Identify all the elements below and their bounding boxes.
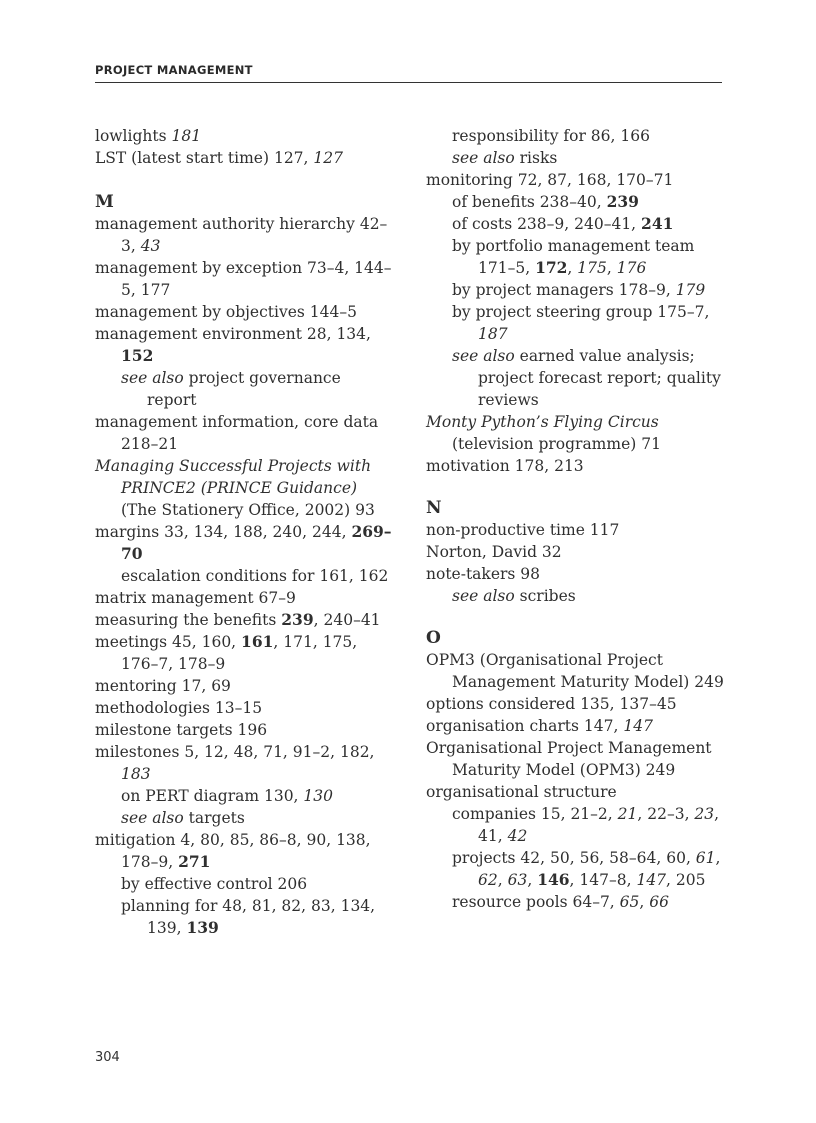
index-subentry xyxy=(426,585,726,607)
index-entry xyxy=(426,693,726,715)
index-text: 239 xyxy=(606,192,639,211)
index-text: O xyxy=(426,628,441,648)
index-entry xyxy=(95,125,395,147)
index-entry xyxy=(95,213,395,257)
index-entry xyxy=(426,169,726,191)
index-text: 181 xyxy=(171,127,202,145)
index-text: 176 xyxy=(616,259,647,277)
index-entry xyxy=(95,301,395,323)
index-entry xyxy=(95,697,395,719)
index-text: targets xyxy=(183,809,245,827)
index-subentry xyxy=(95,565,395,587)
index-text: 179 xyxy=(675,281,706,299)
index-text: 175 xyxy=(577,259,607,277)
index-text: non-productive time 117 xyxy=(426,521,620,539)
index-text: OPM3 (Organisational Project Management Maturity Model) 249 xyxy=(426,651,724,691)
index-text: see also xyxy=(121,809,184,827)
index-subentry xyxy=(426,301,726,345)
index-text: milestones 5, 12, 48, 71, 91–2, 182, xyxy=(95,743,375,761)
index-text: 23 xyxy=(694,805,715,823)
index-entry xyxy=(95,675,395,697)
index-text: lowlights xyxy=(95,127,172,145)
index-text: 21 xyxy=(617,805,638,823)
index-text: 62 xyxy=(478,871,498,889)
index-subentry xyxy=(426,345,726,411)
index-text: , 240–41 xyxy=(313,611,381,629)
header-rule xyxy=(95,82,722,83)
index-text: risks xyxy=(514,149,558,167)
index-text: , 147–8, xyxy=(569,871,637,889)
index-text: 65 xyxy=(619,893,640,911)
index-subentry xyxy=(426,125,726,147)
index-text: 61 xyxy=(695,849,716,867)
page-number: 304 xyxy=(95,1050,120,1065)
index-text: project governance report xyxy=(147,369,341,409)
index-subentry xyxy=(95,873,395,895)
index-text: companies 15, 21–2, xyxy=(452,805,618,823)
index-text: meetings 45, 160, xyxy=(95,633,242,651)
index-text: 239 xyxy=(281,610,314,629)
index-subentry xyxy=(95,785,395,807)
index-text: 187 xyxy=(478,325,508,343)
index-text: see also xyxy=(452,149,515,167)
index-text: mitigation 4, 80, 85, 86–8, 90, 138, 178–9, xyxy=(95,831,371,871)
index-entry xyxy=(426,737,726,781)
index-text: , 41, xyxy=(478,805,720,845)
index-text: options considered 135, 137–45 xyxy=(426,695,677,713)
index-entry xyxy=(95,829,395,873)
index-text: 139 xyxy=(186,918,219,937)
index-entry xyxy=(426,781,726,803)
index-subentry xyxy=(426,191,726,213)
index-entry xyxy=(426,541,726,563)
index-text: , 205 xyxy=(666,871,706,889)
running-head: PROJECT MANAGEMENT xyxy=(95,63,253,77)
index-letter-heading xyxy=(426,627,726,649)
index-column-left xyxy=(95,125,395,939)
index-text: measuring the benefits xyxy=(95,611,282,629)
index-entry xyxy=(95,257,395,301)
index-text: LST (latest start time) 127, xyxy=(95,149,314,167)
index-subentry xyxy=(426,235,726,279)
index-text: 42 xyxy=(507,827,528,845)
index-text: N xyxy=(426,498,442,518)
index-entry xyxy=(95,411,395,455)
index-subentry xyxy=(426,803,726,847)
index-text: methodologies 13–15 xyxy=(95,699,263,717)
index-text: management information, core data 218–21 xyxy=(95,413,379,453)
index-text: , xyxy=(715,849,721,867)
index-entry xyxy=(426,519,726,541)
index-text: by effective control 206 xyxy=(121,875,308,893)
index-subentry xyxy=(426,213,726,235)
index-text: 161 xyxy=(241,632,274,651)
index-text: (television programme) 71 xyxy=(452,435,661,453)
index-subentry xyxy=(95,807,395,829)
index-subentry xyxy=(95,895,395,939)
index-entry xyxy=(426,411,726,455)
index-text: organisational structure xyxy=(426,783,617,801)
index-text: 130 xyxy=(303,787,333,805)
index-entry xyxy=(95,587,395,609)
index-text: , xyxy=(527,871,538,889)
index-text: matrix management 67–9 xyxy=(95,589,296,607)
index-text: on PERT diagram 130, xyxy=(121,787,304,805)
index-text: resource pools 64–7, xyxy=(452,893,620,911)
index-text: by project steering group 175–7, xyxy=(452,303,710,321)
index-column-right xyxy=(426,125,726,913)
index-text: management by exception 73–4, 144–5, 177 xyxy=(95,259,392,299)
index-subentry xyxy=(95,367,395,411)
index-text: 147 xyxy=(623,717,653,735)
index-entry xyxy=(426,715,726,737)
index-entry xyxy=(95,741,395,785)
index-text: 152 xyxy=(121,346,154,365)
index-text: 172 xyxy=(535,258,568,277)
index-text: margins 33, 134, 188, 240, 244, xyxy=(95,523,352,541)
index-entry xyxy=(426,649,726,693)
index-text: 43 xyxy=(140,237,161,255)
index-text: management environment 28, 134, xyxy=(95,325,371,343)
index-text: management by objectives 144–5 xyxy=(95,303,357,321)
index-text: 66 xyxy=(649,893,669,911)
index-text: milestone targets 196 xyxy=(95,721,268,739)
index-text: (The Stationery Office, 2002) 93 xyxy=(121,501,375,519)
index-subentry xyxy=(426,147,726,169)
index-text: responsibility for 86, 166 xyxy=(452,127,650,145)
index-text: M xyxy=(95,192,114,212)
index-text: of benefits 238–40, xyxy=(452,193,607,211)
index-text: earned value analysis; project forecast report; quality reviews xyxy=(478,347,721,409)
index-letter-heading xyxy=(426,497,726,519)
index-text: 147 xyxy=(636,871,667,889)
index-text: Organisational Project Management Maturity Model (OPM3) 249 xyxy=(426,739,712,779)
index-text: note-takers 98 xyxy=(426,565,541,583)
index-text: Monty Python’s Flying Circus xyxy=(426,413,659,431)
index-text: 63 xyxy=(507,871,528,889)
index-text: monitoring 72, 87, 168, 170–71 xyxy=(426,171,674,189)
index-text: 241 xyxy=(641,214,674,233)
index-text: management authority hierarchy 42–3, xyxy=(95,215,388,255)
index-text: see also xyxy=(121,369,184,387)
index-text: , xyxy=(606,259,617,277)
index-subentry xyxy=(426,847,726,891)
index-text: , xyxy=(567,259,578,277)
index-text: organisation charts 147, xyxy=(426,717,624,735)
index-letter-heading xyxy=(95,191,395,213)
index-text: scribes xyxy=(514,587,576,605)
index-text: 146 xyxy=(537,870,570,889)
index-subentry xyxy=(426,891,726,913)
index-text: mentoring 17, 69 xyxy=(95,677,231,695)
index-text: Norton, David 32 xyxy=(426,543,562,561)
index-text: 269–70 xyxy=(121,522,392,563)
index-subentry xyxy=(426,279,726,301)
index-text: see also xyxy=(452,347,515,365)
index-text: , 171, 175, 176–7, 178–9 xyxy=(121,633,358,673)
index-entry xyxy=(95,609,395,631)
index-text: , xyxy=(497,871,508,889)
index-text: motivation 178, 213 xyxy=(426,457,584,475)
index-entry xyxy=(95,323,395,367)
index-text: by project managers 178–9, xyxy=(452,281,676,299)
index-text: of costs 238–9, 240–41, xyxy=(452,215,642,233)
index-text: , xyxy=(639,893,650,911)
index-text: escalation conditions for 161, 162 xyxy=(121,567,389,585)
index-entry xyxy=(95,631,395,675)
index-entry xyxy=(426,455,726,477)
index-entry xyxy=(95,521,395,565)
index-text: see also xyxy=(452,587,515,605)
index-text: 183 xyxy=(121,765,151,783)
index-entry xyxy=(426,563,726,585)
index-text: projects 42, 50, 56, 58–64, 60, xyxy=(452,849,696,867)
index-text: Managing Successful Projects with PRINCE2 (PRINCE Guidance) xyxy=(95,457,372,497)
index-text: by portfolio management team 171–5, xyxy=(452,237,695,277)
index-text: planning for 48, 81, 82, 83, 134, 139, xyxy=(121,897,376,937)
index-text: 127 xyxy=(313,149,343,167)
index-entry xyxy=(95,719,395,741)
index-text: 271 xyxy=(178,852,211,871)
index-text: , 22–3, xyxy=(637,805,695,823)
index-entry xyxy=(95,147,395,169)
index-entry xyxy=(95,455,395,521)
